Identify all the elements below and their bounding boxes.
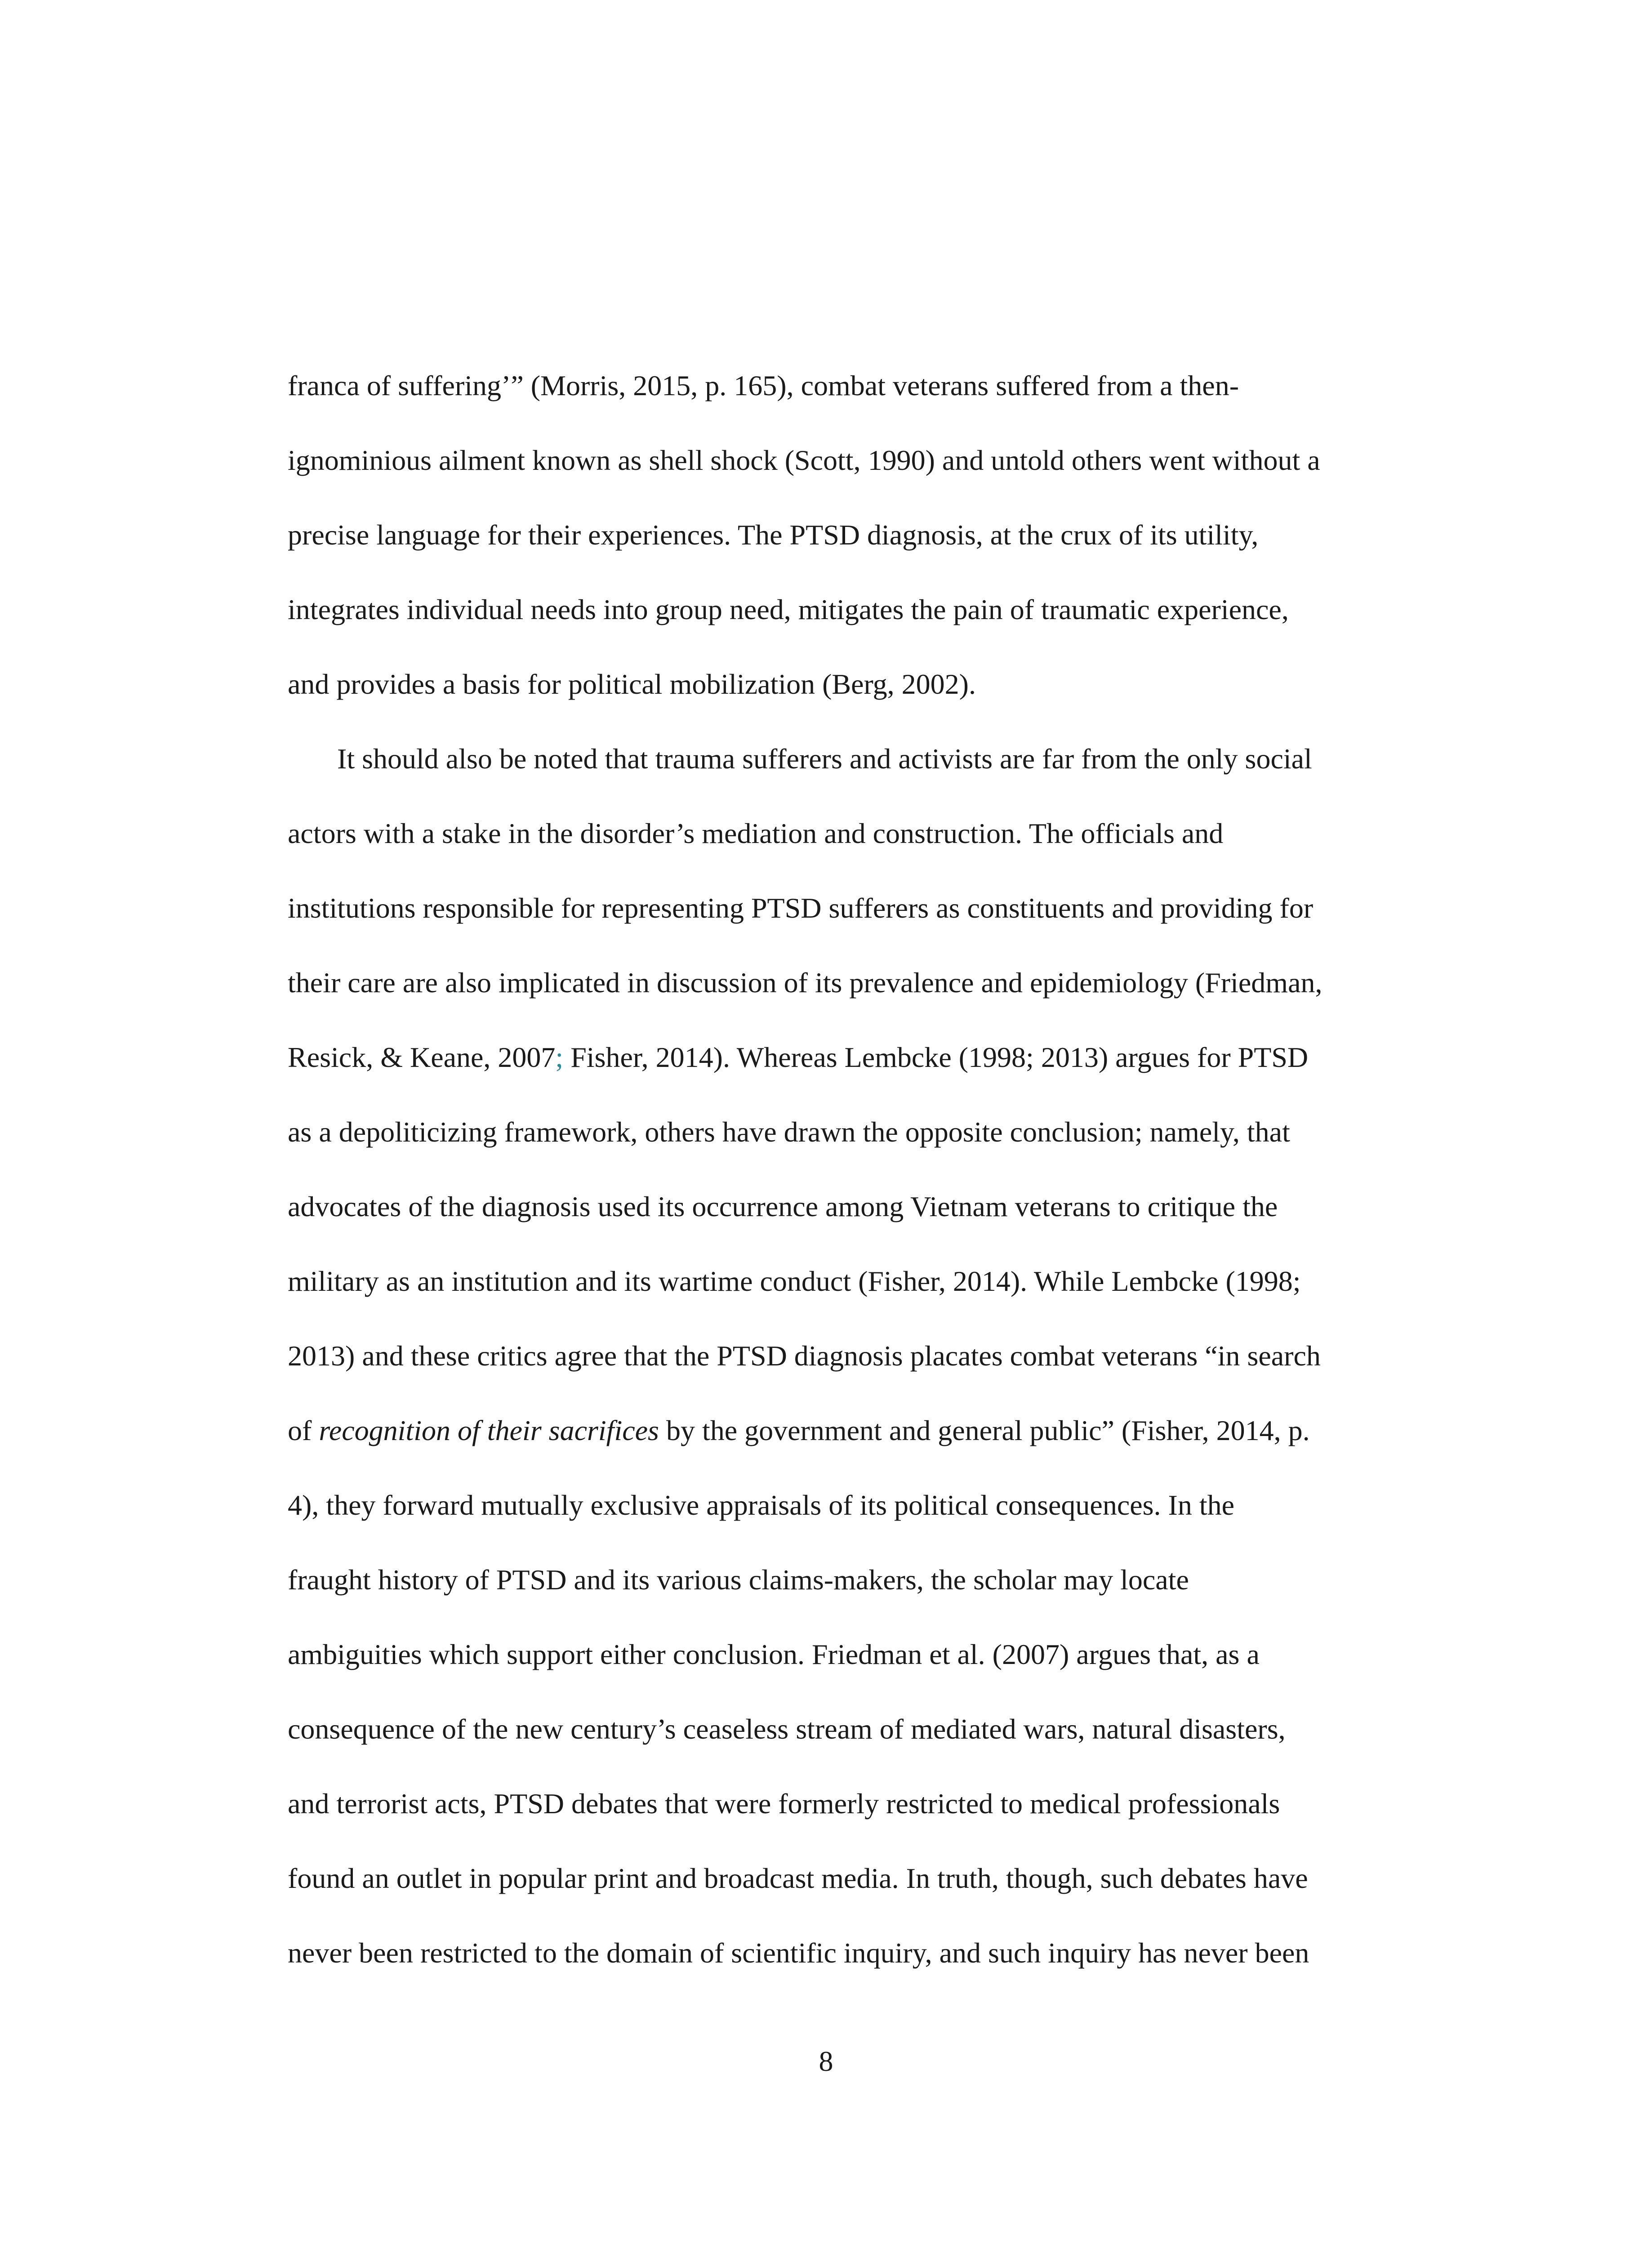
text-line: precise language for their experiences. The PTSD diagnosis, at the crux of its utility,: [288, 519, 1259, 551]
text-line: franca of suffering’” (Morris, 2015, p. 165), combat veterans suffered from a then-: [288, 370, 1239, 401]
text-line: integrates individual needs into group need, mitigates the pain of traumatic experience,: [288, 593, 1289, 625]
text-line: and provides a basis for political mobilization (Berg, 2002).: [288, 668, 976, 700]
text-line: as a depoliticizing framework, others have drawn the opposite conclusion; namely, that: [288, 1116, 1290, 1148]
text-line: their care are also implicated in discussion of its prevalence and epidemiology (Friedman,: [288, 967, 1322, 999]
text-line: 4), they forward mutually exclusive appraisals of its political consequences. In the: [288, 1489, 1235, 1521]
text-line: [288, 1039, 1438, 1114]
paragraph-first-line: It should also be noted that trauma sufferers and activists are far from the only social: [337, 743, 1312, 775]
text-line: never been restricted to the domain of scientific inquiry, and such inquiry has never been: [288, 1937, 1309, 1969]
text-line: ignominious ailment known as shell shock (Scott, 1990) and untold others went without a: [288, 444, 1320, 476]
text-line: [288, 1413, 1438, 1487]
text-line: found an outlet in popular print and broadcast media. In truth, though, such debates have: [288, 1862, 1308, 1894]
text-line: institutions responsible for representing PTSD sufferers as constituents and providing for: [288, 892, 1314, 924]
body-text: [288, 368, 1438, 2010]
text-line: and terrorist acts, PTSD debates that were formerly restricted to medical professionals: [288, 1788, 1280, 1820]
text-line: ambiguities which support either conclusion. Friedman et al. (2007) argues that, as a: [288, 1638, 1260, 1670]
text-segment: Resick, & Keane, 2007: [288, 1041, 556, 1073]
text-line: fraught history of PTSD and its various claims-makers, the scholar may locate: [288, 1564, 1189, 1596]
text-line: military as an institution and its wartime conduct (Fisher, 2014). While Lembcke (1998;: [288, 1265, 1301, 1297]
text-line: consequence of the new century’s ceaseless stream of mediated wars, natural disasters,: [288, 1713, 1286, 1745]
text-line: advocates of the diagnosis used its occurrence among Vietnam veterans to critique the: [288, 1191, 1278, 1222]
highlighted-semicolon: ;: [555, 1041, 564, 1073]
text-segment: of: [288, 1414, 319, 1446]
italic-phrase: recognition of their sacrifices: [319, 1414, 659, 1446]
text-line: 2013) and these critics agree that the PTSD diagnosis placates combat veterans “in search: [288, 1340, 1321, 1372]
text-line: actors with a stake in the disorder’s mediation and construction. The officials and: [288, 817, 1224, 849]
text-segment: Fisher, 2014). Whereas Lembcke (1998; 2013) argues for PTSD: [563, 1041, 1309, 1073]
text-segment: by the government and general public” (Fisher, 2014, p.: [659, 1414, 1310, 1446]
page-number: 8: [819, 2045, 833, 2077]
